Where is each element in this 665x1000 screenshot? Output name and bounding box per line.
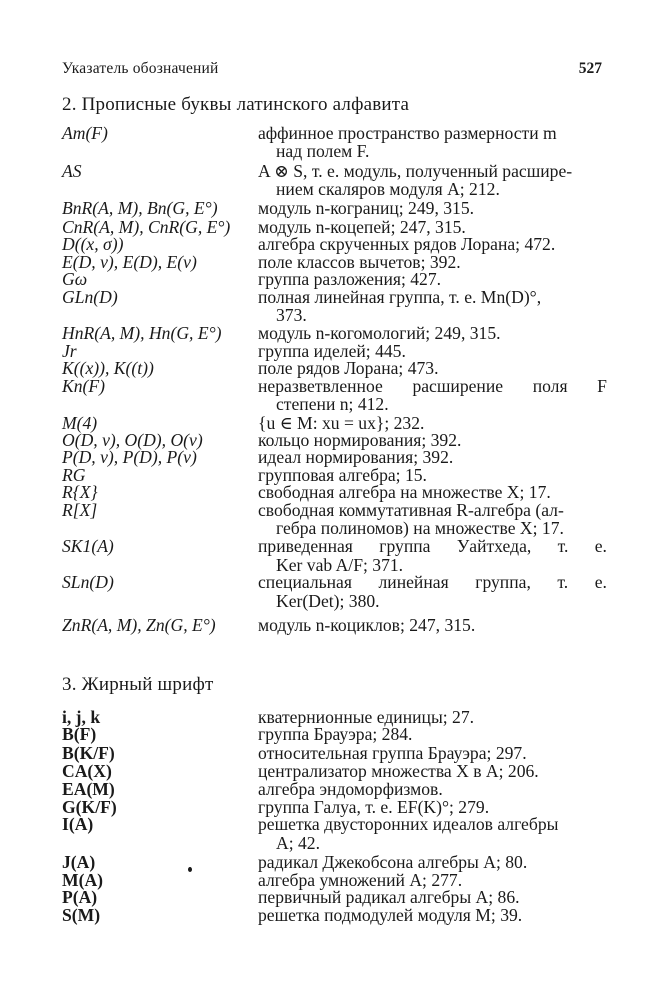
word: линейная <box>378 572 449 593</box>
notation-description <box>258 616 607 634</box>
notation-entry <box>62 270 607 288</box>
word: специальная <box>258 572 352 593</box>
notation-entry <box>62 377 607 414</box>
notation-entry <box>62 815 607 852</box>
notation-description <box>258 448 607 466</box>
description-line: {u ∈ M: xu = ux}; 232. <box>258 412 425 433</box>
notation-symbol: K((x)), K((t)) <box>62 358 154 379</box>
description-line: радикал Джекобсона алгебры A; 80. <box>258 852 528 873</box>
notation-symbol: i, j, k <box>62 707 101 727</box>
description-line: Ker vab A/F; 371. <box>276 554 404 575</box>
notation-description <box>258 501 607 538</box>
description-line: 373. <box>276 305 307 326</box>
notation-symbol: G(K/F) <box>62 797 117 818</box>
notation-list-uppercase-latin <box>62 124 607 634</box>
notation-symbol: I(A) <box>62 814 94 835</box>
running-head <box>62 60 602 78</box>
section-heading-bold-type: 3. Жирный шрифт <box>62 674 214 695</box>
description-line: идеал нормирования; 392. <box>258 447 454 468</box>
word: группа <box>379 536 431 557</box>
description-line: групповая алгебра; 15. <box>258 464 427 485</box>
print-speck <box>188 867 192 872</box>
description-line: поле рядов Лорана; 473. <box>258 358 439 379</box>
notation-list-bold-type <box>62 708 607 925</box>
notation-symbol: B(K/F) <box>62 742 115 763</box>
notation-entry <box>62 501 607 538</box>
notation-symbol: GLn(D) <box>62 286 118 307</box>
description-line: относительная группа Брауэра; 297. <box>258 742 527 763</box>
description-line: модуль n-кограниц; 249, 315. <box>258 197 475 218</box>
notation-entry <box>62 359 607 377</box>
notation-entry <box>62 288 607 325</box>
word: е. <box>594 572 607 593</box>
description-line: модуль n-когомологий; 249, 315. <box>258 323 501 344</box>
description-line: централизатор множества X в A; 206. <box>258 761 539 782</box>
description-line: над полем F. <box>276 141 370 162</box>
description-line <box>258 377 607 395</box>
notation-description <box>258 888 607 906</box>
description-line: A ⊗ S, т. е. модуль, полученный расшире- <box>258 160 573 181</box>
page-number: 527 <box>578 60 602 77</box>
word: неразветвленное <box>258 375 383 396</box>
notation-symbol: J(A) <box>62 852 96 873</box>
description-line: группа Брауэра; 284. <box>258 724 413 745</box>
notation-symbol: CA(X) <box>62 761 112 782</box>
description-line: решетка подмодулей модуля M; 39. <box>258 905 523 926</box>
notation-description <box>258 725 607 743</box>
description-line: кватернионные единицы; 27. <box>258 707 475 727</box>
description-line: поле классов вычетов; 392. <box>258 251 461 272</box>
notation-description <box>258 780 607 798</box>
notation-entry <box>62 616 607 634</box>
notation-symbol: P(A) <box>62 887 98 908</box>
notation-symbol: AS <box>62 160 82 181</box>
description-line: группа иделей; 445. <box>258 340 406 361</box>
description-line: алгебра эндоморфизмов. <box>258 778 443 799</box>
notation-symbol: O(D, v), O(D), O(v) <box>62 429 203 450</box>
notation-symbol: SLn(D) <box>62 572 114 593</box>
notation-symbol: M(A) <box>62 869 104 890</box>
notation-symbol: ZnR(A, M), Zn(G, E°) <box>62 614 216 635</box>
notation-description <box>258 537 607 574</box>
description-line: алгебра скрученных рядов Лорана; 472. <box>258 234 556 255</box>
notation-entry <box>62 199 607 217</box>
description-line: первичный радикал алгебры A; 86. <box>258 887 520 908</box>
notation-description <box>258 199 607 217</box>
notation-entry <box>62 537 607 574</box>
description-line: свободная коммутативная R-алгебра (ал- <box>258 499 564 520</box>
notation-description <box>258 162 607 199</box>
notation-description <box>258 483 607 501</box>
word: приведенная <box>258 536 353 557</box>
notation-symbol: Kn(F) <box>62 375 105 396</box>
description-line <box>258 573 607 591</box>
notation-entry <box>62 162 607 199</box>
notation-description <box>258 124 607 161</box>
word: поля <box>532 375 568 396</box>
description-line: нием скаляров модуля A; 212. <box>276 179 500 200</box>
notation-symbol: E(D, v), E(D), E(v) <box>62 251 197 272</box>
description-line: Ker(Det); 380. <box>276 590 380 611</box>
word: расширение <box>412 375 504 396</box>
notation-entry <box>62 448 607 466</box>
word: группа, <box>475 572 531 593</box>
description-line: кольцо нормирования; 392. <box>258 429 462 450</box>
description-line: модуль n-коцепей; 247, 315. <box>258 217 466 238</box>
description-line: аффинное пространство размерности m <box>258 123 557 143</box>
notation-entry <box>62 853 607 871</box>
notation-symbol: R[X] <box>62 499 98 520</box>
description-line: решетка двусторонних идеалов алгебры <box>258 814 559 835</box>
notation-symbol: BnR(A, M), Bn(G, E°) <box>62 197 218 218</box>
notation-entry <box>62 483 607 501</box>
word: Уайтхеда, <box>456 536 532 557</box>
notation-description <box>258 744 607 762</box>
description-line: свободная алгебра на множестве X; 17. <box>258 482 551 503</box>
notation-symbol: CnR(A, M), CnR(G, E°) <box>62 217 231 238</box>
notation-description <box>258 377 607 414</box>
description-line: алгебра умножений A; 277. <box>258 869 463 890</box>
description-line: группа разложения; 427. <box>258 269 442 290</box>
notation-entry <box>62 124 607 161</box>
notation-symbol: M(4) <box>62 412 98 433</box>
word: е. <box>594 536 607 557</box>
notation-description <box>258 573 607 610</box>
notation-description <box>258 815 607 852</box>
running-title: Указатель обозначений <box>62 60 219 77</box>
notation-entry <box>62 725 607 743</box>
notation-description <box>258 359 607 377</box>
notation-description <box>258 906 607 924</box>
notation-entry <box>62 744 607 762</box>
notation-symbol: D((x, σ)) <box>62 234 124 255</box>
notation-symbol: HnR(A, M), Hn(G, E°) <box>62 323 222 344</box>
notation-entry <box>62 888 607 906</box>
description-line: A; 42. <box>276 832 320 853</box>
notation-description <box>258 853 607 871</box>
notation-symbol: Am(F) <box>62 123 108 143</box>
description-line: степени n; 412. <box>276 394 389 415</box>
notation-symbol: R{X} <box>62 482 98 503</box>
description-line: гебра полиномов) на множестве X; 17. <box>276 517 564 538</box>
notation-symbol: S(M) <box>62 905 101 926</box>
description-line: модуль n-коциклов; 247, 315. <box>258 614 476 635</box>
word: F <box>597 375 607 396</box>
notation-symbol: B(F) <box>62 724 97 745</box>
notation-symbol: SK1(A) <box>62 536 114 557</box>
notation-entry <box>62 573 607 610</box>
word: т. <box>557 572 569 593</box>
notation-symbol: RG <box>62 464 86 485</box>
description-line: группа Галуа, т. е. EF(K)°; 279. <box>258 797 490 818</box>
notation-symbol: Gω <box>62 269 88 290</box>
notation-symbol: EA(M) <box>62 778 115 799</box>
word: т. <box>557 536 569 557</box>
description-line: полная линейная группа, т. е. Mn(D)°, <box>258 286 542 307</box>
notation-entry <box>62 906 607 924</box>
section-heading-uppercase-latin: 2. Прописные буквы латинского алфавита <box>62 94 410 115</box>
notation-symbol: Jr <box>62 340 77 361</box>
description-line <box>258 537 607 555</box>
notation-entry <box>62 780 607 798</box>
notation-description <box>258 762 607 780</box>
notation-symbol: P(D, v), P(D), P(v) <box>62 447 197 468</box>
notation-description <box>258 270 607 288</box>
notation-description <box>258 288 607 325</box>
notation-entry <box>62 762 607 780</box>
